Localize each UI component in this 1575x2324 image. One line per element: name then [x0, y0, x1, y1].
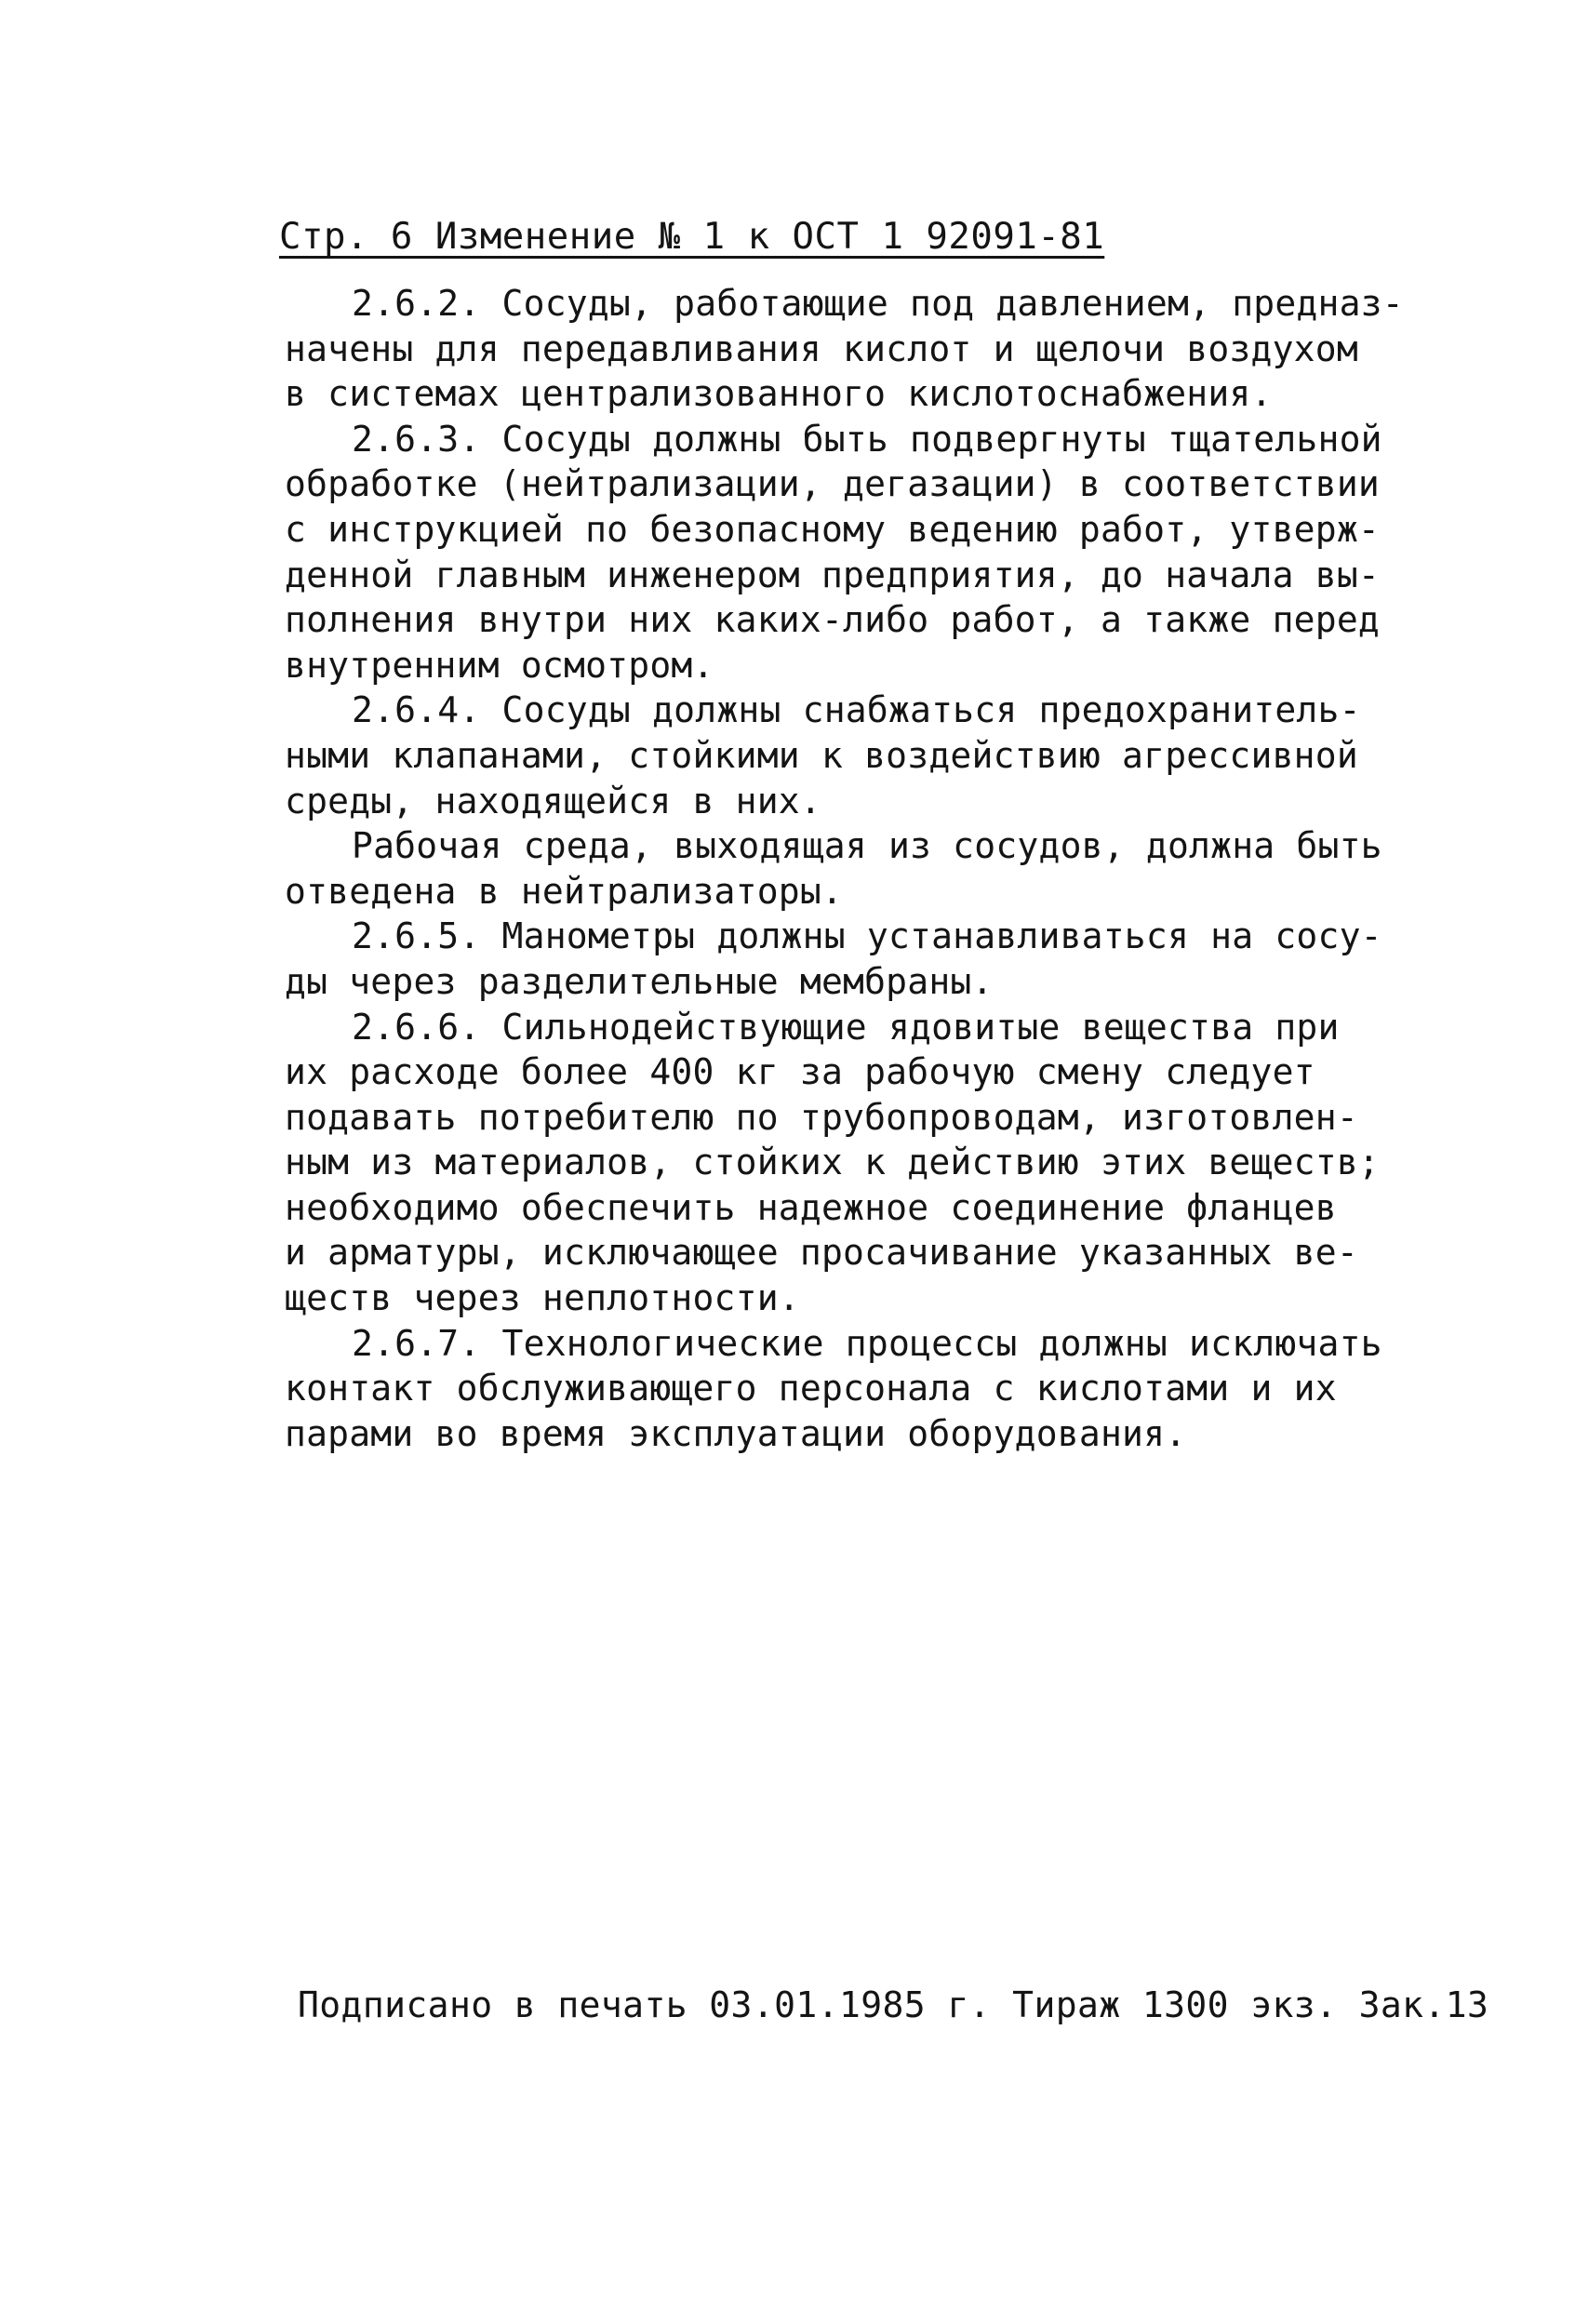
text-line: отведена в нейтрализаторы. — [285, 870, 844, 912]
text-line: 2.6.6. Сильнодействующие ядовитые вещества при — [352, 1006, 1340, 1048]
text-line: парами во время эксплуатации оборудования. — [285, 1412, 1187, 1454]
page-header: Стр. 6 Изменение № 1 к ОСТ 1 92091-81 — [279, 216, 1105, 258]
text-line: начены для передавливания кислот и щелочи воздухом — [285, 327, 1358, 369]
print-footer: Подписано в печать 03.01.1985 г. Тираж 1300 экз. Зак.13 — [298, 1984, 1489, 2025]
text-line: денной главным инженером предприятия, до начала вы- — [285, 554, 1380, 595]
text-line: ществ через неплотности. — [285, 1277, 800, 1319]
text-line: в системах централизованного кислотоснабжения. — [285, 373, 1273, 415]
text-line: 2.6.4. Сосуды должны снабжаться предохранитель- — [352, 689, 1361, 731]
text-line: обработке (нейтрализации, дегазации) в соответствии — [285, 463, 1380, 505]
document-body — [285, 281, 1485, 1456]
text-line: их расходе более 400 кг за рабочую смену следует — [285, 1051, 1315, 1093]
text-line: Рабочая среда, выходящая из сосудов, должна быть — [352, 825, 1382, 867]
text-line: ным из материалов, стойких к действию этих веществ; — [285, 1142, 1380, 1183]
text-line: ды через разделительные мембраны. — [285, 960, 994, 1002]
text-line: 2.6.5. Манометры должны устанавливаться на сосу- — [352, 915, 1382, 957]
text-line: подавать потребителю по трубопроводам, изготовлен- — [285, 1096, 1358, 1138]
text-line: внутренним осмотром. — [285, 644, 714, 686]
text-line: 2.6.3. Сосуды должны быть подвергнуты тщательной — [352, 418, 1382, 460]
text-line: 2.6.7. Технологические процессы должны исключать — [352, 1322, 1382, 1364]
text-line: необходимо обеспечить надежное соединение фланцев — [285, 1186, 1337, 1228]
text-line: и арматуры, исключающее просачивание указанных ве- — [285, 1232, 1358, 1274]
text-line: с инструкцией по безопасному ведению работ, утверж- — [285, 508, 1380, 550]
text-line: среды, находящейся в них. — [285, 780, 821, 821]
text-line: полнения внутри них каких-либо работ, а также перед — [285, 599, 1380, 641]
text-line: контакт обслуживающего персонала с кислотами и их — [285, 1368, 1337, 1409]
text-line: ными клапанами, стойкими к воздействию агрессивной — [285, 734, 1358, 776]
text-line: 2.6.2. Сосуды, работающие под давлением, предназ- — [352, 283, 1404, 324]
